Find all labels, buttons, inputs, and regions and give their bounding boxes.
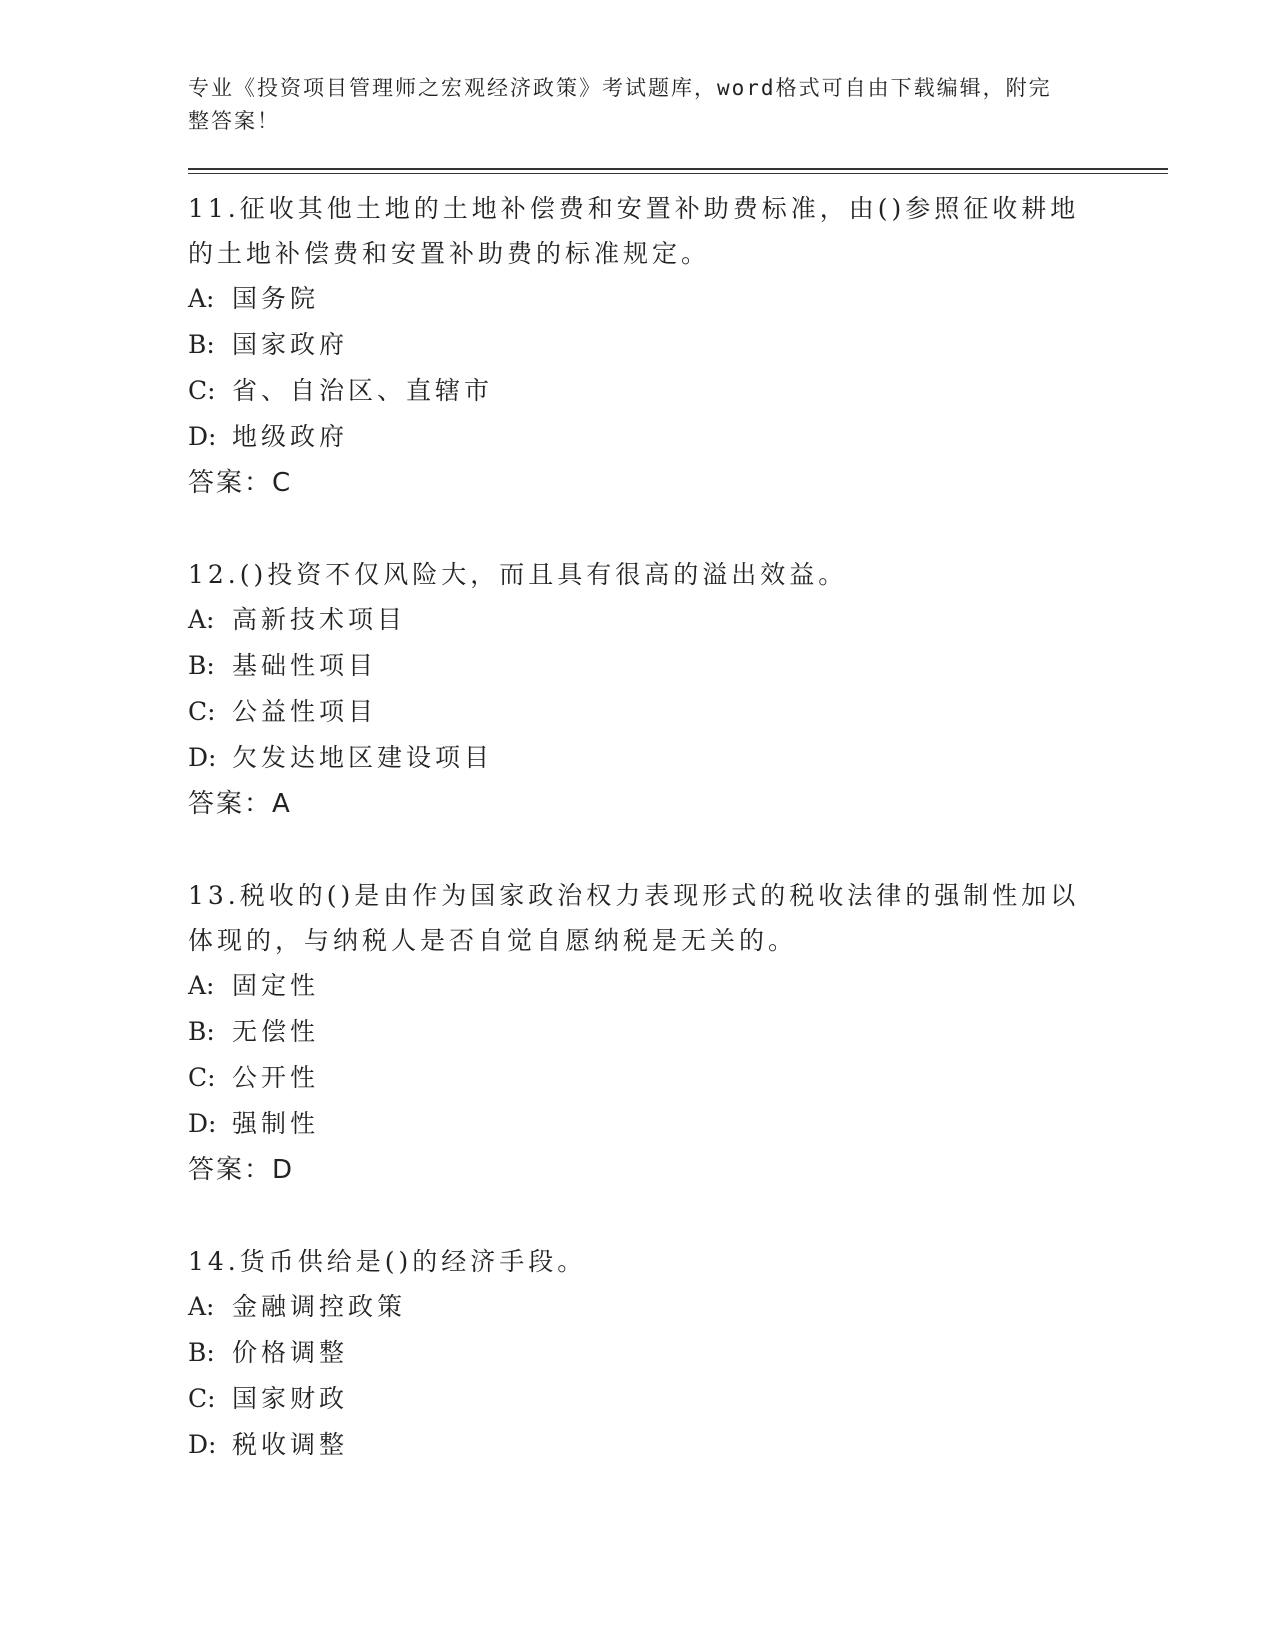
option-key: C: <box>188 376 216 405</box>
option-key: A: <box>188 605 215 634</box>
option-text: 价格调整 <box>232 1338 349 1367</box>
option-text: 欠发达地区建设项目 <box>232 743 494 772</box>
option-c <box>188 1055 1168 1101</box>
option-text: 高新技术项目 <box>232 605 407 634</box>
question-stem: 12.()投资不仅风险大，而且具有很高的溢出效益。 <box>188 560 848 589</box>
option-key: C: <box>188 697 216 726</box>
question-stem: 11.征收其他土地的土地补偿费和安置补助费标准，由()参照征收耕地的土地补偿费和安置补助费的标准规定。 <box>188 194 1080 268</box>
option-a <box>188 597 1168 643</box>
option-d <box>188 735 1168 781</box>
question-11 <box>188 186 1168 506</box>
option-key: D: <box>188 743 217 772</box>
option-key: C: <box>188 1063 216 1092</box>
answer-line: 答案：D <box>188 1155 295 1185</box>
option-text: 强制性 <box>232 1109 320 1138</box>
option-text: 税收调整 <box>232 1430 349 1459</box>
option-a <box>188 276 1168 322</box>
question-list <box>188 186 1168 1468</box>
option-c <box>188 689 1168 735</box>
question-stem: 14.货币供给是()的经济手段。 <box>188 1247 587 1276</box>
option-text: 省、自治区、直辖市 <box>232 376 494 405</box>
option-text: 金融调控政策 <box>232 1292 407 1321</box>
header-divider <box>188 168 1168 174</box>
option-b <box>188 643 1168 689</box>
option-text: 基础性项目 <box>232 651 378 680</box>
option-key: B: <box>188 1017 215 1046</box>
option-text: 无偿性 <box>232 1017 320 1046</box>
option-b <box>188 1330 1168 1376</box>
option-c <box>188 1376 1168 1422</box>
option-d <box>188 1101 1168 1147</box>
option-a <box>188 1284 1168 1330</box>
option-b <box>188 1009 1168 1055</box>
question-13 <box>188 873 1168 1193</box>
answer-line: 答案：A <box>188 789 292 819</box>
option-key: B: <box>188 330 215 359</box>
option-key: B: <box>188 1338 215 1367</box>
option-text: 国家政府 <box>232 330 349 359</box>
option-key: D: <box>188 422 217 451</box>
option-key: A: <box>188 971 215 1000</box>
option-key: C: <box>188 1384 216 1413</box>
option-key: A: <box>188 284 215 313</box>
option-a <box>188 963 1168 1009</box>
option-text: 公开性 <box>232 1063 320 1092</box>
option-d <box>188 414 1168 460</box>
question-stem: 13.税收的()是由作为国家政治权力表现形式的税收法律的强制性加以体现的，与纳税人是否自觉自愿纳税是无关的。 <box>188 881 1080 955</box>
question-12 <box>188 552 1168 827</box>
option-text: 国家财政 <box>232 1384 349 1413</box>
question-14 <box>188 1239 1168 1468</box>
option-text: 公益性项目 <box>232 697 378 726</box>
option-d <box>188 1422 1168 1468</box>
option-b <box>188 322 1168 368</box>
option-key: D: <box>188 1109 217 1138</box>
option-text: 地级政府 <box>232 422 349 451</box>
option-text: 国务院 <box>232 284 320 313</box>
option-key: A: <box>188 1292 215 1321</box>
option-key: B: <box>188 651 215 680</box>
option-c <box>188 368 1168 414</box>
document-page <box>188 72 1168 1468</box>
document-intro: 专业《投资项目管理师之宏观经济政策》考试题库，word格式可自由下载编辑，附完整答案！ <box>188 76 1052 133</box>
answer-line: 答案：C <box>188 468 293 498</box>
option-key: D: <box>188 1430 217 1459</box>
option-text: 固定性 <box>232 971 320 1000</box>
